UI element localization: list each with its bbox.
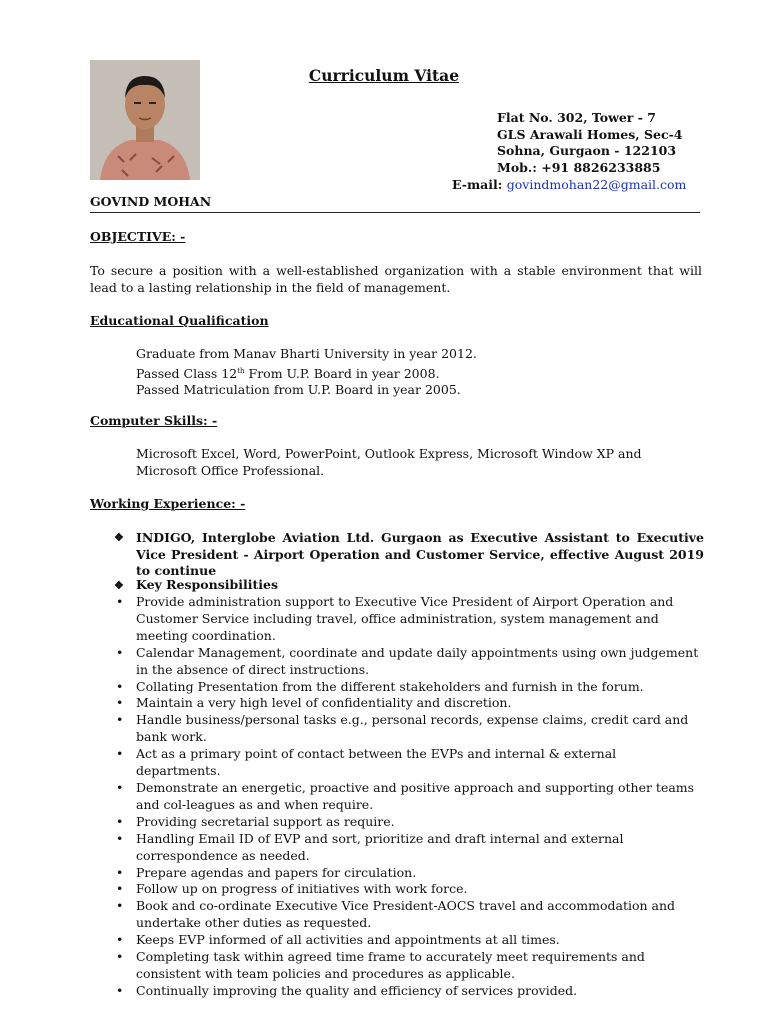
responsibility-item: [114, 881, 704, 898]
responsibility-item: [114, 746, 704, 780]
education-item: Passed Matriculation from U.P. Board in year 2005.: [136, 382, 461, 398]
education-item: Graduate from Manav Bharti University in year 2012.: [136, 346, 477, 361]
key-responsibilities-heading: [114, 577, 278, 592]
email-label: E-mail:: [452, 177, 507, 192]
computer-skills-text: [136, 446, 702, 479]
objective-heading: OBJECTIVE: -: [90, 229, 186, 244]
bullet-dot-icon: •: [116, 644, 124, 660]
address-line-1: Flat No. 302, Tower - 7: [497, 110, 656, 125]
responsibility-text: Act as a primary point of contact between the EVPs and internal & external departments.: [136, 746, 617, 779]
responsibility-text: Maintain a very high level of confidentiality and discretion.: [136, 695, 512, 711]
bullet-dot-icon: •: [116, 746, 124, 762]
education-item: [136, 363, 702, 383]
responsibility-text: Handling Email ID of EVP and sort, prioritize and draft internal and external correspondence as needed.: [136, 830, 624, 863]
responsibility-item: [114, 932, 704, 949]
responsibility-item: [114, 712, 704, 746]
mobile-number: Mob.: +91 8826233885: [497, 159, 661, 175]
header-divider: [90, 212, 700, 213]
responsibility-text: Collating Presentation from the different stakeholders and furnish in the forum.: [136, 678, 644, 694]
bullet-dot-icon: •: [116, 678, 124, 694]
responsibilities-list: [114, 594, 704, 1000]
responsibility-item: [114, 695, 704, 712]
responsibility-text: Keeps EVP informed of all activities and appointments at all times.: [136, 932, 560, 948]
responsibility-item: [114, 949, 704, 983]
responsibility-item: [114, 679, 704, 696]
job-entry: [114, 530, 704, 580]
responsibility-text: Calendar Management, coordinate and update daily appointments using own judgement in the absence of direct instructions.: [136, 644, 699, 677]
responsibility-item: [114, 780, 704, 814]
bullet-dot-icon: •: [116, 864, 124, 880]
responsibility-text: Demonstrate an energetic, proactive and positive approach and supporting other teams and col-leagues as and when require.: [136, 779, 695, 812]
responsibility-text: Continually improving the quality and efficiency of services provided.: [136, 982, 578, 998]
bullet-dot-icon: •: [116, 949, 124, 965]
responsibility-item: [114, 645, 704, 679]
candidate-name: GOVIND MOHAN: [90, 194, 212, 209]
objective-text: To secure a position with a well-established organization with a stable environment that will lead to a lasting relationship in the field of management.: [90, 263, 702, 295]
bullet-dot-icon: •: [116, 881, 124, 897]
bullet-dot-icon: •: [116, 932, 124, 948]
diamond-bullet-icon: ❖: [114, 531, 124, 544]
address-block: [497, 110, 682, 176]
job-title: INDIGO, Interglobe Aviation Ltd. Gurgaon as Executive Assistant to Executive Vice President - Airport Operation and Customer Service, effective August 2019 to continue: [136, 530, 704, 578]
responsibility-text: Handle business/personal tasks e.g., personal records, expense claims, credit card and bank work.: [136, 712, 689, 745]
computer-skills-heading: Computer Skills: -: [90, 413, 218, 428]
responsibility-item: [114, 898, 704, 932]
ordinal-suffix: th: [237, 366, 245, 375]
responsibility-item: [114, 594, 704, 645]
responsibility-item: [114, 983, 704, 1000]
bullet-dot-icon: •: [116, 712, 124, 728]
address-line-3: Sohna, Gurgaon - 122103: [497, 143, 677, 158]
responsibility-text: Follow up on progress of initiatives with work force.: [136, 881, 468, 897]
responsibility-item: [114, 865, 704, 882]
experience-heading: Working Experience: -: [90, 496, 246, 511]
key-responsibilities-label: Key Responsibilities: [136, 577, 278, 592]
responsibility-item: [114, 814, 704, 831]
responsibility-text: Provide administration support to Executive Vice President of Airport Operation and Customer Service including travel, office administration, system management and meeting coordination.: [136, 594, 674, 643]
responsibility-text: Providing secretarial support as require.: [136, 813, 395, 829]
education-item-text: Passed Class 12: [136, 365, 238, 381]
bullet-dot-icon: •: [116, 898, 124, 914]
skills-text: Microsoft Excel, Word, PowerPoint, Outlook Express, Microsoft Window XP and Microsoft Office Professional.: [136, 446, 642, 478]
email-row: [452, 177, 686, 192]
education-item-text: From U.P. Board in year 2008.: [244, 365, 440, 381]
email-link[interactable]: govindmohan22@gmail.com: [506, 177, 687, 192]
responsibility-text: Completing task within agreed time frame to accurately meet requirements and consistent with team policies and procedures as applicable.: [136, 949, 645, 981]
responsibility-text: Book and co-ordinate Executive Vice President-AOCS travel and accommodation and undertake other duties as requested.: [136, 898, 676, 931]
responsibility-item: [114, 831, 704, 865]
bullet-dot-icon: •: [116, 695, 124, 711]
bullet-dot-icon: •: [116, 982, 124, 998]
education-list: [136, 346, 702, 399]
diamond-bullet-icon: ❖: [114, 579, 124, 592]
education-heading: Educational Qualification: [90, 313, 269, 328]
bullet-dot-icon: •: [116, 594, 124, 609]
document-title: Curriculum Vitae: [308, 66, 460, 85]
bullet-dot-icon: •: [116, 779, 124, 795]
address-line-2: GLS Arawali Homes, Sec-4: [497, 126, 683, 142]
bullet-dot-icon: •: [116, 830, 124, 846]
responsibility-text: Prepare agendas and papers for circulation.: [136, 864, 417, 880]
bullet-dot-icon: •: [116, 813, 124, 829]
